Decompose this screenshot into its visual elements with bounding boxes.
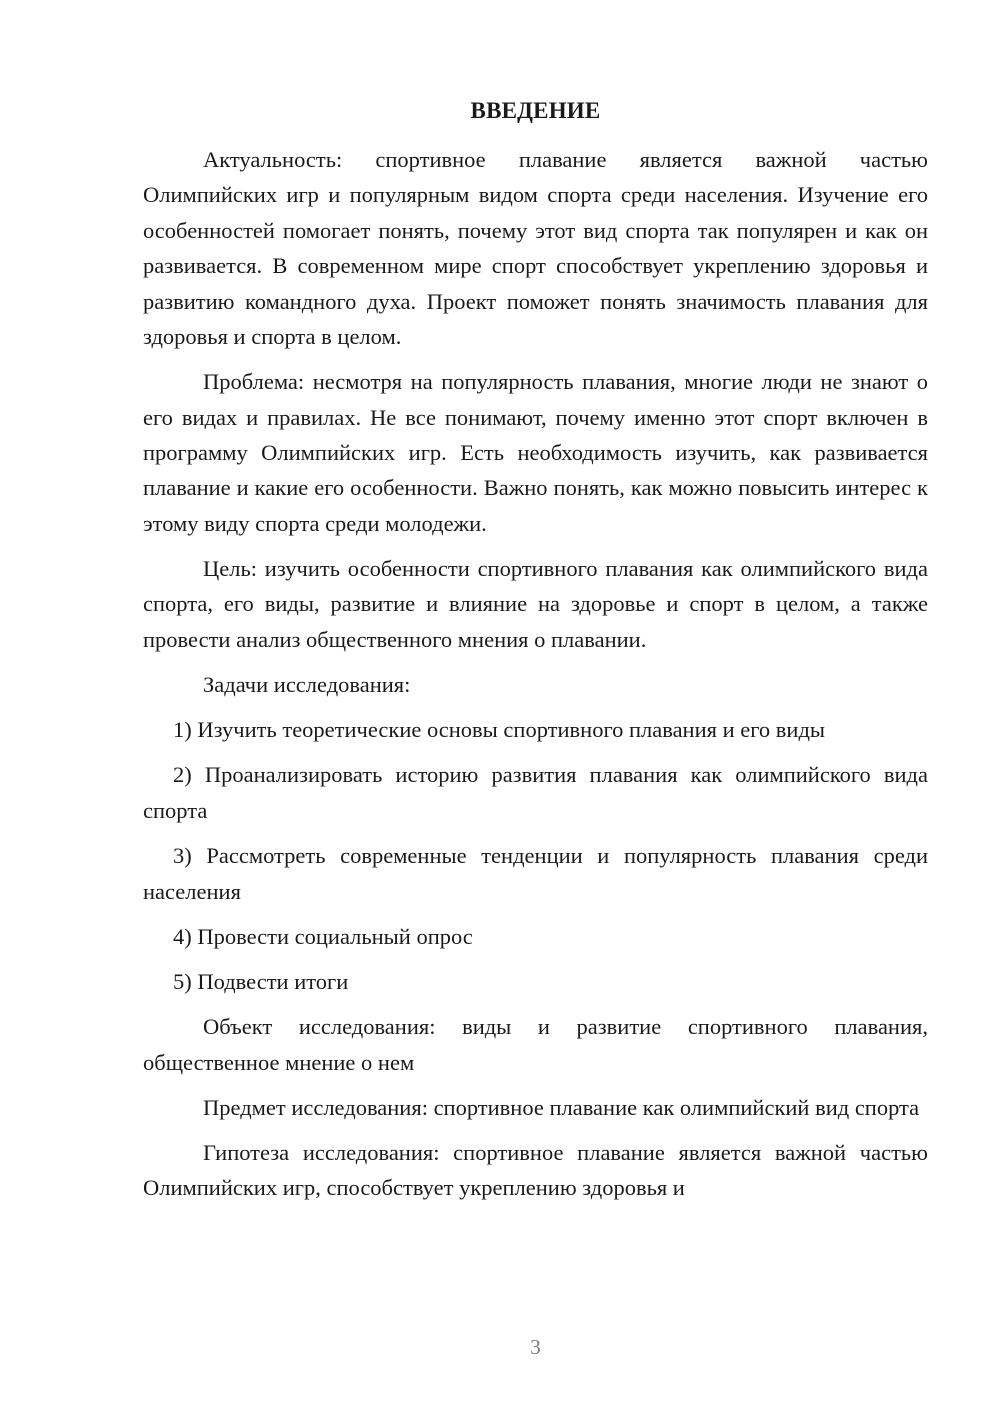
document-body	[143, 142, 928, 1206]
paragraph-hypothesis: Гипотеза исследования: спортивное плавание является важной частью Олимпийских игр, способствует укреплению здоровья и	[143, 1139, 928, 1201]
paragraph-problem: Проблема: несмотря на популярность плавания, многие люди не знают о его видах и правилах. Не все понимают, почему именно этот спорт включен в программу Олимпийских игр. Есть необходимость изучить, как развивается плавание и какие его особенности. Важно понять, как можно повысить интерес к этому виду спорта среди молодежи.	[143, 369, 928, 536]
task-item-3: 3) Рассмотреть современные тенденции и популярность плавания среди населения	[143, 843, 928, 904]
paragraph-research-subject: Предмет исследования: спортивное плавание как олимпийский вид спорта	[203, 1094, 920, 1120]
task-item-1: 1) Изучить теоретические основы спортивного плавания и его виды	[173, 717, 826, 743]
task-item-5: 5) Подвести итоги	[173, 968, 349, 994]
paragraph-research-object: Объект исследования: виды и развитие спортивного плавания, общественное мнение о нем	[143, 1014, 928, 1075]
page-number: 3	[530, 1335, 541, 1359]
paragraph-goal: Цель: изучить особенности спортивного плавания как олимпийского вида спорта, его виды, развитие и влияние на здоровье и спорт в целом, а также провести анализ общественного мнения о плавании.	[143, 556, 928, 652]
tasks-heading: Задачи исследования:	[203, 672, 411, 698]
task-item-2: 2) Проанализировать историю развития плавания как олимпийского вида спорта	[143, 762, 928, 823]
page-title: ВВЕДЕНИЕ	[470, 98, 601, 123]
document-page	[143, 0, 928, 1414]
task-item-4: 4) Провести социальный опрос	[173, 923, 473, 949]
paragraph-relevance: Актуальность: спортивное плавание является важной частью Олимпийских игр и популярным видом спорта среди населения. Изучение его особенностей помогает понять, почему этот вид спорта так популярен и как он развивается. В современном мире спорт способствует укреплению здоровья и развитию командного духа. Проект поможет понять значимость плавания для здоровья и спорта в целом.	[143, 147, 928, 350]
